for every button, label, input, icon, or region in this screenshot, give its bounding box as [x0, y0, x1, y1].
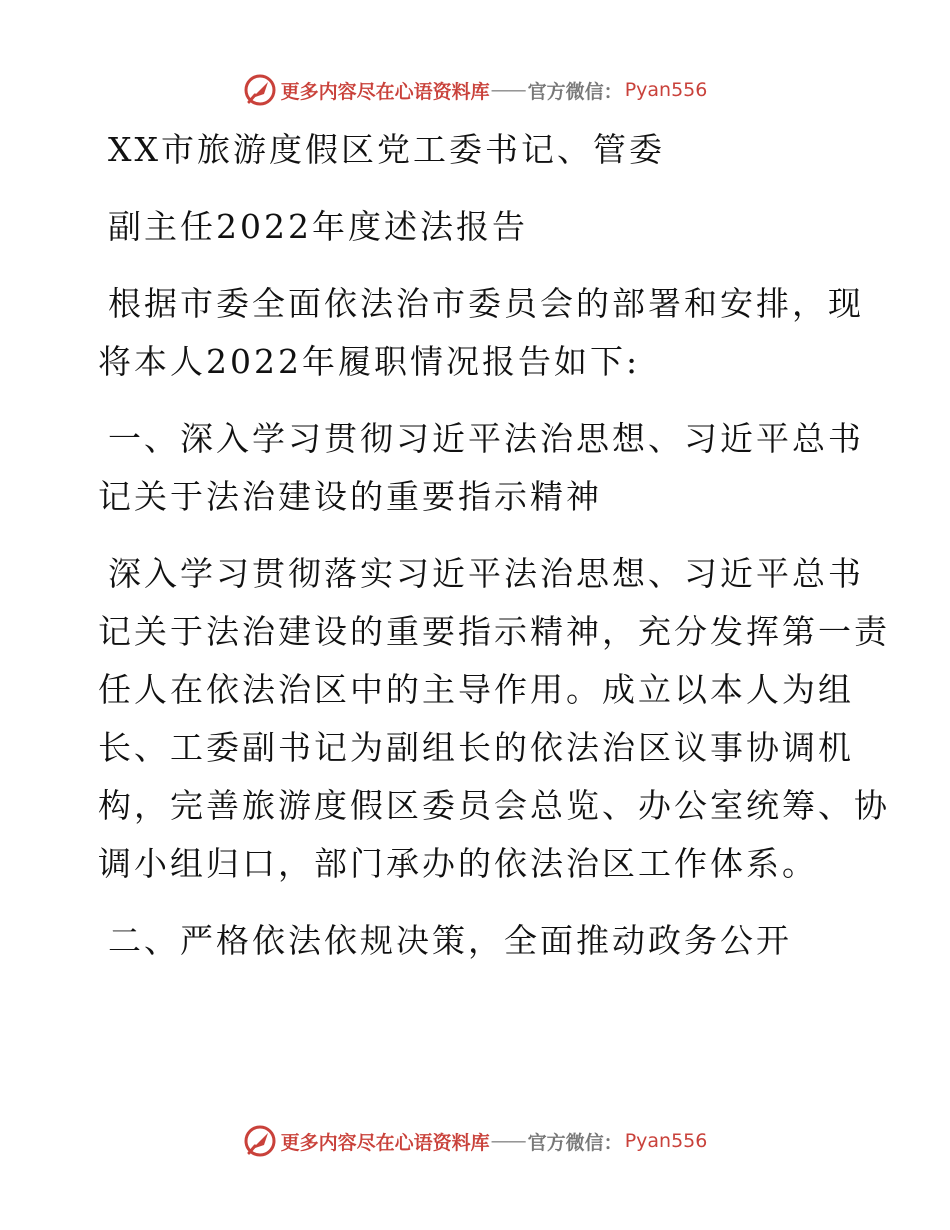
watermark-wechat-id: Pyan556: [624, 79, 708, 101]
section2-heading-line-1: 二、严格依法依规决策，全面推动政务公开: [108, 921, 792, 960]
quill-logo-icon: [243, 73, 277, 107]
title-line-1: XX市旅游度假区党工委书记、管委: [108, 130, 665, 169]
quill-logo-icon: [243, 1124, 277, 1158]
watermark-footer: [0, 1123, 950, 1159]
title-line-2: 副主任2022年度述法报告: [108, 207, 528, 246]
section1-body-line-1: 深入学习贯彻落实习近平法治思想、习近平总书: [108, 554, 864, 593]
watermark-main-text: 更多内容尽在心语资料库: [280, 80, 490, 103]
intro-line-2: 将本人2022年履职情况报告如下:: [98, 342, 641, 381]
watermark-wechat-id: Pyan556: [624, 1130, 708, 1152]
watermark-sub-text: 官方微信：: [527, 1131, 623, 1154]
section1-body-line-3: 任人在依法治区中的主导作用。成立以本人为组: [98, 670, 854, 709]
watermark-header: [0, 72, 950, 108]
section1-body-line-4: 长、工委副书记为副组长的依法治区议事协调机: [98, 728, 854, 767]
section1-body-line-5: 构，完善旅游度假区委员会总览、办公室统筹、协: [98, 786, 890, 825]
watermark-main-text: 更多内容尽在心语资料库: [280, 1131, 490, 1154]
section1-body-line-6: 调小组归口，部门承办的依法治区工作体系。: [98, 844, 818, 883]
watermark-dash: ——: [490, 79, 525, 101]
document-body: [98, 121, 890, 970]
section1-heading-line-1: 一、深入学习贯彻习近平法治思想、习近平总书: [108, 419, 864, 458]
section1-heading-line-2: 记关于法治建设的重要指示精神: [98, 477, 602, 516]
watermark-dash: ——: [490, 1130, 525, 1152]
watermark-sub-text: 官方微信：: [527, 80, 623, 103]
intro-line-1: 根据市委全面依法治市委员会的部署和安排，现: [108, 284, 864, 323]
section1-body-line-2: 记关于法治建设的重要指示精神，充分发挥第一责: [98, 612, 890, 651]
